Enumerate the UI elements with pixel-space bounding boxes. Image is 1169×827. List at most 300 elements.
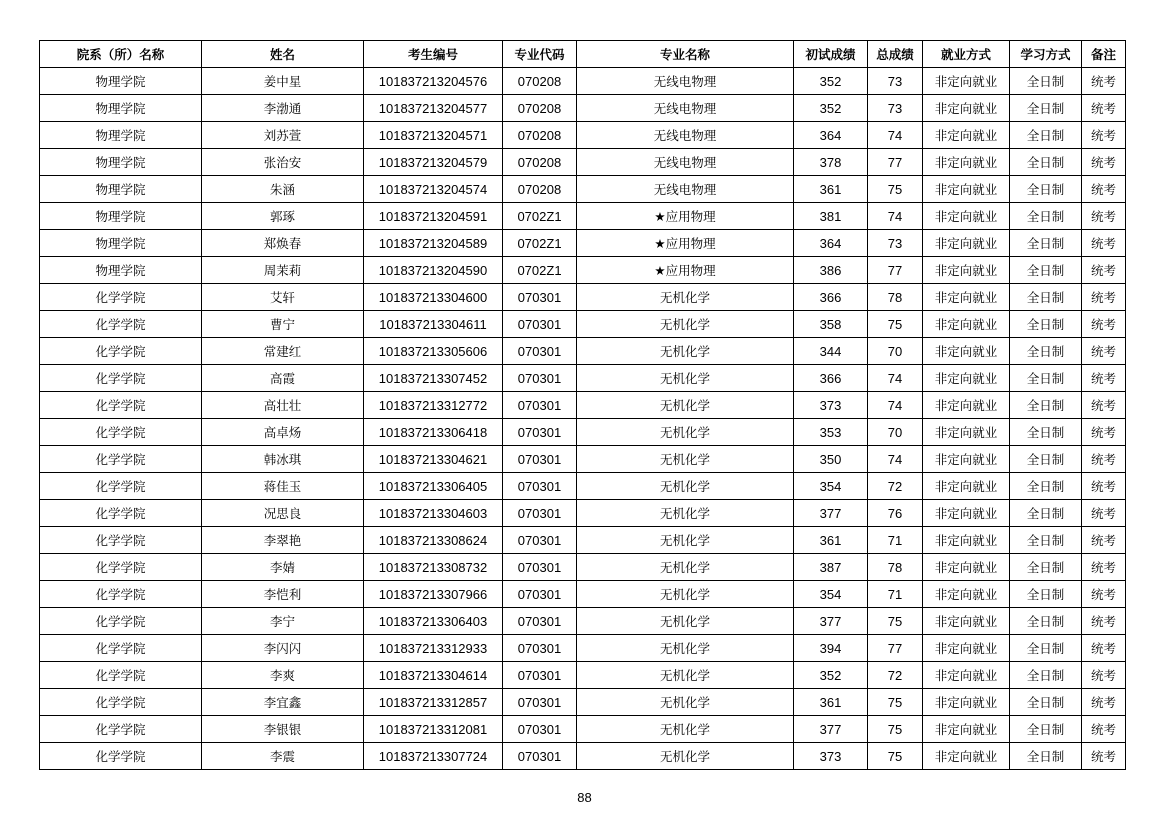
cell-dept: 化学学院 bbox=[40, 446, 202, 473]
table-row bbox=[40, 203, 1126, 230]
cell-dept: 化学学院 bbox=[40, 689, 202, 716]
cell-code: 070301 bbox=[503, 419, 577, 446]
cell-name: 姜中星 bbox=[202, 68, 364, 95]
cell-dept: 物理学院 bbox=[40, 176, 202, 203]
cell-prelim: 373 bbox=[794, 743, 868, 770]
cell-note: 统考 bbox=[1082, 446, 1126, 473]
cell-id: 101837213312857 bbox=[364, 689, 503, 716]
cell-major: 无机化学 bbox=[577, 284, 794, 311]
cell-prelim: 377 bbox=[794, 500, 868, 527]
cell-major: 无机化学 bbox=[577, 689, 794, 716]
cell-name: 李婧 bbox=[202, 554, 364, 581]
cell-employ: 非定向就业 bbox=[923, 500, 1010, 527]
cell-employ: 非定向就业 bbox=[923, 419, 1010, 446]
cell-name: 李闪闪 bbox=[202, 635, 364, 662]
cell-employ: 非定向就业 bbox=[923, 446, 1010, 473]
cell-dept: 化学学院 bbox=[40, 284, 202, 311]
cell-employ: 非定向就业 bbox=[923, 662, 1010, 689]
cell-mode: 全日制 bbox=[1010, 608, 1082, 635]
table-row bbox=[40, 581, 1126, 608]
cell-id: 101837213307966 bbox=[364, 581, 503, 608]
cell-prelim: 352 bbox=[794, 662, 868, 689]
cell-prelim: 364 bbox=[794, 122, 868, 149]
cell-employ: 非定向就业 bbox=[923, 68, 1010, 95]
table-row bbox=[40, 500, 1126, 527]
cell-total: 75 bbox=[868, 176, 923, 203]
cell-mode: 全日制 bbox=[1010, 635, 1082, 662]
cell-code: 070301 bbox=[503, 500, 577, 527]
table-row bbox=[40, 95, 1126, 122]
cell-prelim: 361 bbox=[794, 176, 868, 203]
cell-dept: 化学学院 bbox=[40, 581, 202, 608]
cell-id: 101837213304603 bbox=[364, 500, 503, 527]
cell-dept: 化学学院 bbox=[40, 419, 202, 446]
cell-code: 070208 bbox=[503, 68, 577, 95]
cell-prelim: 354 bbox=[794, 473, 868, 500]
cell-note: 统考 bbox=[1082, 473, 1126, 500]
cell-major: 无机化学 bbox=[577, 311, 794, 338]
cell-total: 73 bbox=[868, 230, 923, 257]
cell-mode: 全日制 bbox=[1010, 338, 1082, 365]
cell-mode: 全日制 bbox=[1010, 149, 1082, 176]
cell-name: 李翠艳 bbox=[202, 527, 364, 554]
cell-total: 72 bbox=[868, 473, 923, 500]
cell-name: 李渤通 bbox=[202, 95, 364, 122]
cell-total: 75 bbox=[868, 608, 923, 635]
cell-mode: 全日制 bbox=[1010, 257, 1082, 284]
table-row bbox=[40, 689, 1126, 716]
cell-code: 070208 bbox=[503, 122, 577, 149]
cell-total: 78 bbox=[868, 554, 923, 581]
cell-note: 统考 bbox=[1082, 68, 1126, 95]
cell-total: 71 bbox=[868, 581, 923, 608]
cell-mode: 全日制 bbox=[1010, 311, 1082, 338]
cell-total: 70 bbox=[868, 419, 923, 446]
cell-note: 统考 bbox=[1082, 608, 1126, 635]
admission-table bbox=[39, 40, 1126, 770]
cell-prelim: 378 bbox=[794, 149, 868, 176]
cell-prelim: 377 bbox=[794, 608, 868, 635]
cell-code: 070301 bbox=[503, 338, 577, 365]
cell-note: 统考 bbox=[1082, 338, 1126, 365]
cell-major: 无机化学 bbox=[577, 635, 794, 662]
cell-id: 101837213304621 bbox=[364, 446, 503, 473]
cell-prelim: 358 bbox=[794, 311, 868, 338]
cell-id: 101837213308732 bbox=[364, 554, 503, 581]
cell-mode: 全日制 bbox=[1010, 68, 1082, 95]
cell-name: 朱涵 bbox=[202, 176, 364, 203]
cell-employ: 非定向就业 bbox=[923, 176, 1010, 203]
cell-id: 101837213305606 bbox=[364, 338, 503, 365]
cell-code: 070301 bbox=[503, 635, 577, 662]
cell-name: 李爽 bbox=[202, 662, 364, 689]
cell-mode: 全日制 bbox=[1010, 473, 1082, 500]
cell-total: 77 bbox=[868, 635, 923, 662]
column-header-id: 考生编号 bbox=[364, 41, 503, 68]
cell-mode: 全日制 bbox=[1010, 581, 1082, 608]
cell-employ: 非定向就业 bbox=[923, 689, 1010, 716]
cell-dept: 物理学院 bbox=[40, 203, 202, 230]
cell-note: 统考 bbox=[1082, 500, 1126, 527]
table-row bbox=[40, 284, 1126, 311]
cell-id: 101837213204576 bbox=[364, 68, 503, 95]
cell-name: 高卓炀 bbox=[202, 419, 364, 446]
cell-prelim: 387 bbox=[794, 554, 868, 581]
cell-major: 无机化学 bbox=[577, 662, 794, 689]
table-row bbox=[40, 311, 1126, 338]
cell-code: 070301 bbox=[503, 284, 577, 311]
cell-prelim: 386 bbox=[794, 257, 868, 284]
cell-employ: 非定向就业 bbox=[923, 716, 1010, 743]
cell-major: 无机化学 bbox=[577, 743, 794, 770]
cell-prelim: 366 bbox=[794, 365, 868, 392]
cell-name: 李震 bbox=[202, 743, 364, 770]
cell-note: 统考 bbox=[1082, 149, 1126, 176]
cell-prelim: 344 bbox=[794, 338, 868, 365]
table-row bbox=[40, 257, 1126, 284]
cell-id: 101837213204590 bbox=[364, 257, 503, 284]
cell-major: 无机化学 bbox=[577, 527, 794, 554]
cell-mode: 全日制 bbox=[1010, 230, 1082, 257]
cell-name: 李银银 bbox=[202, 716, 364, 743]
cell-name: 况思良 bbox=[202, 500, 364, 527]
cell-code: 070301 bbox=[503, 527, 577, 554]
cell-mode: 全日制 bbox=[1010, 662, 1082, 689]
cell-code: 070301 bbox=[503, 311, 577, 338]
cell-code: 070208 bbox=[503, 176, 577, 203]
cell-major: ★应用物理 bbox=[577, 203, 794, 230]
cell-code: 070208 bbox=[503, 95, 577, 122]
cell-name: 李恺利 bbox=[202, 581, 364, 608]
cell-code: 0702Z1 bbox=[503, 257, 577, 284]
cell-dept: 物理学院 bbox=[40, 230, 202, 257]
cell-name: 韩冰琪 bbox=[202, 446, 364, 473]
cell-mode: 全日制 bbox=[1010, 527, 1082, 554]
cell-id: 101837213307724 bbox=[364, 743, 503, 770]
cell-id: 101837213312933 bbox=[364, 635, 503, 662]
cell-code: 070301 bbox=[503, 365, 577, 392]
cell-name: 高霞 bbox=[202, 365, 364, 392]
table-header-row bbox=[40, 41, 1126, 68]
cell-major: 无机化学 bbox=[577, 581, 794, 608]
cell-note: 统考 bbox=[1082, 743, 1126, 770]
column-header-total: 总成绩 bbox=[868, 41, 923, 68]
cell-major: 无机化学 bbox=[577, 338, 794, 365]
cell-dept: 化学学院 bbox=[40, 662, 202, 689]
cell-note: 统考 bbox=[1082, 716, 1126, 743]
cell-id: 101837213306405 bbox=[364, 473, 503, 500]
cell-major: 无机化学 bbox=[577, 500, 794, 527]
cell-dept: 物理学院 bbox=[40, 257, 202, 284]
cell-name: 高壮壮 bbox=[202, 392, 364, 419]
cell-employ: 非定向就业 bbox=[923, 635, 1010, 662]
cell-code: 070301 bbox=[503, 689, 577, 716]
cell-code: 070301 bbox=[503, 392, 577, 419]
table-row bbox=[40, 338, 1126, 365]
cell-total: 77 bbox=[868, 257, 923, 284]
cell-id: 101837213304600 bbox=[364, 284, 503, 311]
cell-employ: 非定向就业 bbox=[923, 203, 1010, 230]
cell-mode: 全日制 bbox=[1010, 203, 1082, 230]
cell-employ: 非定向就业 bbox=[923, 527, 1010, 554]
cell-name: 曹宁 bbox=[202, 311, 364, 338]
cell-prelim: 361 bbox=[794, 527, 868, 554]
table-row bbox=[40, 635, 1126, 662]
cell-mode: 全日制 bbox=[1010, 743, 1082, 770]
cell-note: 统考 bbox=[1082, 527, 1126, 554]
cell-id: 101837213307452 bbox=[364, 365, 503, 392]
cell-mode: 全日制 bbox=[1010, 392, 1082, 419]
cell-prelim: 366 bbox=[794, 284, 868, 311]
cell-employ: 非定向就业 bbox=[923, 230, 1010, 257]
cell-dept: 化学学院 bbox=[40, 716, 202, 743]
table-row bbox=[40, 122, 1126, 149]
cell-note: 统考 bbox=[1082, 95, 1126, 122]
table-row bbox=[40, 527, 1126, 554]
cell-major: 无线电物理 bbox=[577, 95, 794, 122]
cell-name: 周茉莉 bbox=[202, 257, 364, 284]
cell-dept: 化学学院 bbox=[40, 554, 202, 581]
cell-mode: 全日制 bbox=[1010, 284, 1082, 311]
cell-prelim: 354 bbox=[794, 581, 868, 608]
table-row bbox=[40, 716, 1126, 743]
table-row bbox=[40, 554, 1126, 581]
cell-id: 101837213312772 bbox=[364, 392, 503, 419]
cell-code: 070301 bbox=[503, 662, 577, 689]
cell-code: 070301 bbox=[503, 446, 577, 473]
cell-major: 无线电物理 bbox=[577, 68, 794, 95]
cell-code: 070301 bbox=[503, 608, 577, 635]
column-header-mode: 学习方式 bbox=[1010, 41, 1082, 68]
cell-total: 75 bbox=[868, 743, 923, 770]
cell-employ: 非定向就业 bbox=[923, 581, 1010, 608]
cell-note: 统考 bbox=[1082, 230, 1126, 257]
cell-employ: 非定向就业 bbox=[923, 743, 1010, 770]
table-row bbox=[40, 176, 1126, 203]
cell-note: 统考 bbox=[1082, 203, 1126, 230]
cell-id: 101837213204589 bbox=[364, 230, 503, 257]
cell-employ: 非定向就业 bbox=[923, 95, 1010, 122]
cell-mode: 全日制 bbox=[1010, 716, 1082, 743]
cell-major: ★应用物理 bbox=[577, 257, 794, 284]
table-row bbox=[40, 149, 1126, 176]
cell-name: 李宁 bbox=[202, 608, 364, 635]
cell-major: 无机化学 bbox=[577, 554, 794, 581]
column-header-name: 姓名 bbox=[202, 41, 364, 68]
cell-code: 070301 bbox=[503, 473, 577, 500]
table-row bbox=[40, 662, 1126, 689]
cell-id: 101837213306403 bbox=[364, 608, 503, 635]
cell-dept: 物理学院 bbox=[40, 95, 202, 122]
cell-note: 统考 bbox=[1082, 284, 1126, 311]
cell-prelim: 364 bbox=[794, 230, 868, 257]
cell-dept: 化学学院 bbox=[40, 527, 202, 554]
column-header-major: 专业名称 bbox=[577, 41, 794, 68]
cell-dept: 化学学院 bbox=[40, 392, 202, 419]
cell-prelim: 352 bbox=[794, 68, 868, 95]
cell-dept: 化学学院 bbox=[40, 635, 202, 662]
cell-code: 070301 bbox=[503, 581, 577, 608]
cell-employ: 非定向就业 bbox=[923, 392, 1010, 419]
page-number: 88 bbox=[577, 790, 592, 805]
cell-prelim: 381 bbox=[794, 203, 868, 230]
cell-name: 张治安 bbox=[202, 149, 364, 176]
cell-dept: 化学学院 bbox=[40, 608, 202, 635]
table-row bbox=[40, 608, 1126, 635]
cell-major: 无机化学 bbox=[577, 473, 794, 500]
cell-mode: 全日制 bbox=[1010, 500, 1082, 527]
cell-major: 无线电物理 bbox=[577, 149, 794, 176]
cell-total: 70 bbox=[868, 338, 923, 365]
cell-mode: 全日制 bbox=[1010, 95, 1082, 122]
cell-total: 71 bbox=[868, 527, 923, 554]
cell-total: 75 bbox=[868, 716, 923, 743]
cell-prelim: 373 bbox=[794, 392, 868, 419]
table-row bbox=[40, 473, 1126, 500]
cell-prelim: 353 bbox=[794, 419, 868, 446]
cell-id: 101837213308624 bbox=[364, 527, 503, 554]
cell-total: 74 bbox=[868, 392, 923, 419]
cell-dept: 化学学院 bbox=[40, 473, 202, 500]
cell-total: 78 bbox=[868, 284, 923, 311]
cell-code: 0702Z1 bbox=[503, 203, 577, 230]
cell-total: 73 bbox=[868, 95, 923, 122]
cell-total: 74 bbox=[868, 446, 923, 473]
cell-dept: 化学学院 bbox=[40, 743, 202, 770]
table-row bbox=[40, 743, 1126, 770]
cell-mode: 全日制 bbox=[1010, 689, 1082, 716]
cell-total: 73 bbox=[868, 68, 923, 95]
cell-employ: 非定向就业 bbox=[923, 311, 1010, 338]
cell-major: 无机化学 bbox=[577, 365, 794, 392]
cell-mode: 全日制 bbox=[1010, 365, 1082, 392]
cell-note: 统考 bbox=[1082, 176, 1126, 203]
cell-employ: 非定向就业 bbox=[923, 284, 1010, 311]
cell-dept: 物理学院 bbox=[40, 68, 202, 95]
cell-dept: 物理学院 bbox=[40, 122, 202, 149]
cell-total: 72 bbox=[868, 662, 923, 689]
cell-id: 101837213204591 bbox=[364, 203, 503, 230]
cell-dept: 化学学院 bbox=[40, 365, 202, 392]
cell-note: 统考 bbox=[1082, 689, 1126, 716]
cell-mode: 全日制 bbox=[1010, 176, 1082, 203]
table-row bbox=[40, 365, 1126, 392]
cell-id: 101837213204579 bbox=[364, 149, 503, 176]
cell-note: 统考 bbox=[1082, 311, 1126, 338]
cell-id: 101837213204574 bbox=[364, 176, 503, 203]
cell-code: 070301 bbox=[503, 716, 577, 743]
cell-total: 74 bbox=[868, 203, 923, 230]
cell-major: 无机化学 bbox=[577, 608, 794, 635]
cell-major: 无机化学 bbox=[577, 716, 794, 743]
cell-total: 74 bbox=[868, 365, 923, 392]
cell-dept: 化学学院 bbox=[40, 500, 202, 527]
cell-employ: 非定向就业 bbox=[923, 365, 1010, 392]
cell-mode: 全日制 bbox=[1010, 122, 1082, 149]
cell-major: ★应用物理 bbox=[577, 230, 794, 257]
cell-id: 101837213204577 bbox=[364, 95, 503, 122]
cell-note: 统考 bbox=[1082, 581, 1126, 608]
cell-note: 统考 bbox=[1082, 662, 1126, 689]
cell-major: 无机化学 bbox=[577, 392, 794, 419]
cell-id: 101837213304614 bbox=[364, 662, 503, 689]
table-body bbox=[40, 68, 1126, 770]
cell-major: 无线电物理 bbox=[577, 122, 794, 149]
cell-employ: 非定向就业 bbox=[923, 554, 1010, 581]
cell-id: 101837213312081 bbox=[364, 716, 503, 743]
table-row bbox=[40, 68, 1126, 95]
cell-note: 统考 bbox=[1082, 122, 1126, 149]
cell-dept: 化学学院 bbox=[40, 338, 202, 365]
cell-note: 统考 bbox=[1082, 365, 1126, 392]
cell-total: 77 bbox=[868, 149, 923, 176]
column-header-prelim: 初试成绩 bbox=[794, 41, 868, 68]
cell-id: 101837213204571 bbox=[364, 122, 503, 149]
cell-total: 74 bbox=[868, 122, 923, 149]
column-header-note: 备注 bbox=[1082, 41, 1126, 68]
table-row bbox=[40, 446, 1126, 473]
cell-code: 070301 bbox=[503, 743, 577, 770]
cell-prelim: 377 bbox=[794, 716, 868, 743]
cell-note: 统考 bbox=[1082, 419, 1126, 446]
column-header-dept: 院系（所）名称 bbox=[40, 41, 202, 68]
cell-mode: 全日制 bbox=[1010, 554, 1082, 581]
cell-name: 刘苏萱 bbox=[202, 122, 364, 149]
cell-prelim: 350 bbox=[794, 446, 868, 473]
cell-name: 李宜鑫 bbox=[202, 689, 364, 716]
cell-code: 070208 bbox=[503, 149, 577, 176]
cell-note: 统考 bbox=[1082, 554, 1126, 581]
cell-major: 无机化学 bbox=[577, 419, 794, 446]
cell-id: 101837213306418 bbox=[364, 419, 503, 446]
cell-name: 郭琢 bbox=[202, 203, 364, 230]
cell-dept: 物理学院 bbox=[40, 149, 202, 176]
cell-name: 常建红 bbox=[202, 338, 364, 365]
cell-employ: 非定向就业 bbox=[923, 338, 1010, 365]
cell-note: 统考 bbox=[1082, 257, 1126, 284]
cell-prelim: 394 bbox=[794, 635, 868, 662]
cell-employ: 非定向就业 bbox=[923, 257, 1010, 284]
table-row bbox=[40, 419, 1126, 446]
cell-note: 统考 bbox=[1082, 392, 1126, 419]
cell-mode: 全日制 bbox=[1010, 419, 1082, 446]
cell-mode: 全日制 bbox=[1010, 446, 1082, 473]
cell-total: 75 bbox=[868, 311, 923, 338]
cell-code: 070301 bbox=[503, 554, 577, 581]
cell-employ: 非定向就业 bbox=[923, 122, 1010, 149]
cell-id: 101837213304611 bbox=[364, 311, 503, 338]
cell-total: 75 bbox=[868, 689, 923, 716]
column-header-code: 专业代码 bbox=[503, 41, 577, 68]
cell-prelim: 361 bbox=[794, 689, 868, 716]
cell-name: 艾轩 bbox=[202, 284, 364, 311]
table-row bbox=[40, 230, 1126, 257]
cell-major: 无线电物理 bbox=[577, 176, 794, 203]
column-header-employ: 就业方式 bbox=[923, 41, 1010, 68]
cell-prelim: 352 bbox=[794, 95, 868, 122]
cell-name: 蒋佳玉 bbox=[202, 473, 364, 500]
cell-name: 郑焕春 bbox=[202, 230, 364, 257]
cell-employ: 非定向就业 bbox=[923, 473, 1010, 500]
cell-note: 统考 bbox=[1082, 635, 1126, 662]
cell-major: 无机化学 bbox=[577, 446, 794, 473]
table-row bbox=[40, 392, 1126, 419]
cell-total: 76 bbox=[868, 500, 923, 527]
cell-dept: 化学学院 bbox=[40, 311, 202, 338]
cell-employ: 非定向就业 bbox=[923, 608, 1010, 635]
cell-employ: 非定向就业 bbox=[923, 149, 1010, 176]
cell-code: 0702Z1 bbox=[503, 230, 577, 257]
